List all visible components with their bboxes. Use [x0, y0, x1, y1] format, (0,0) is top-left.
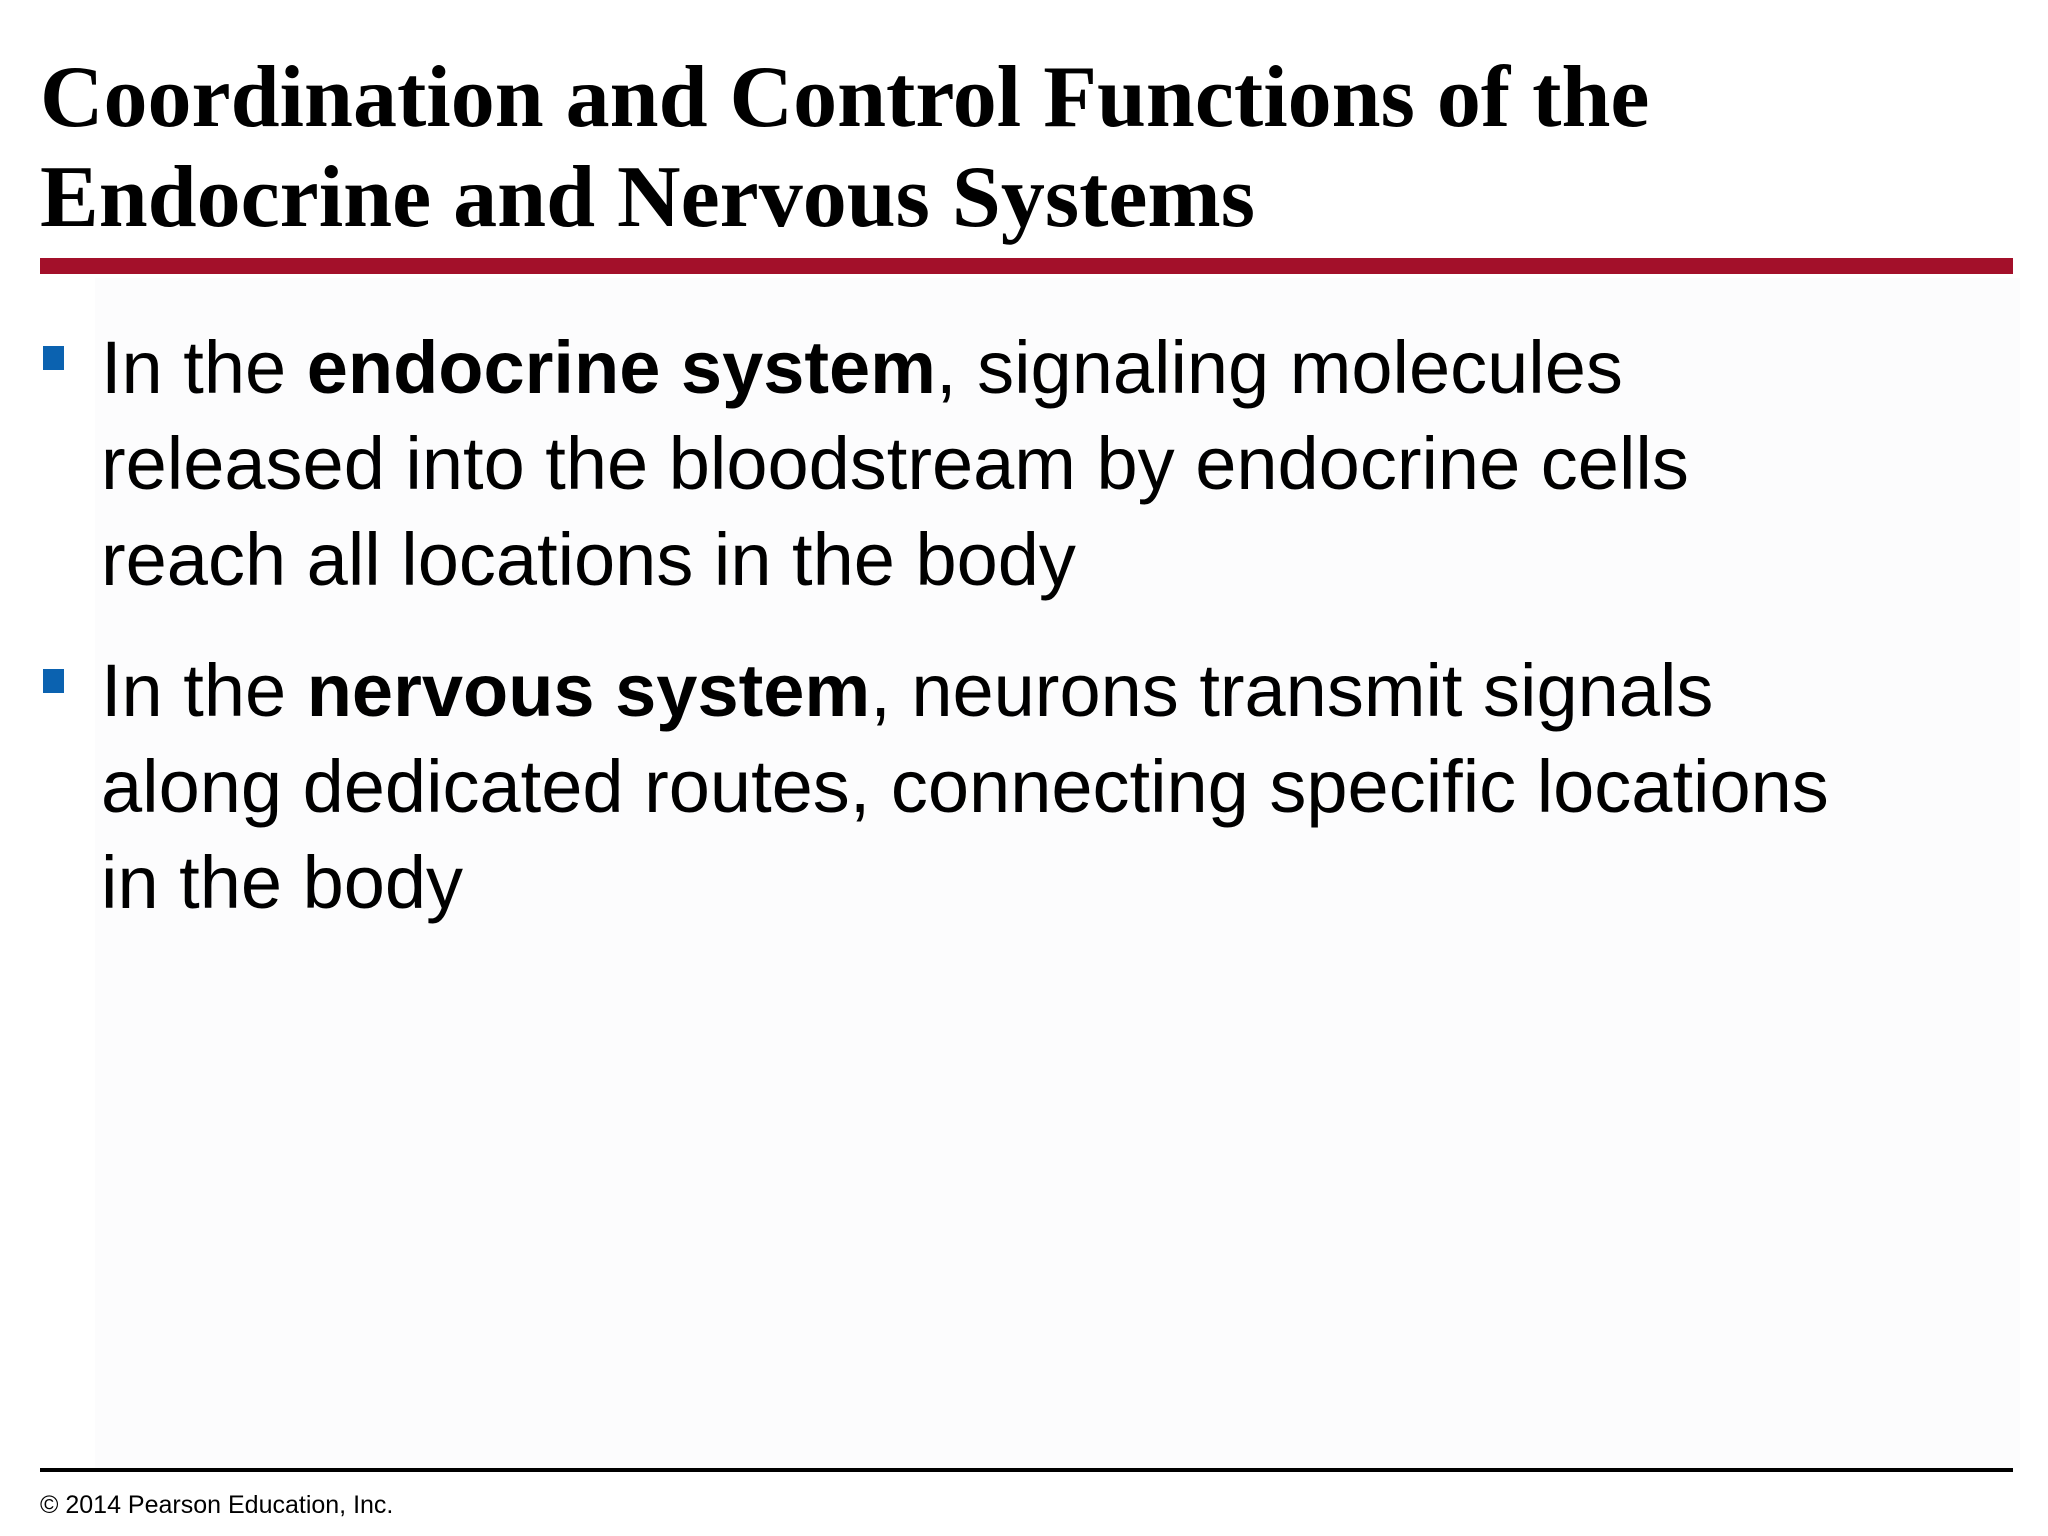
- bullet-line-1-rest: , neurons transmit signals: [870, 649, 1714, 732]
- square-bullet-icon: [43, 669, 64, 693]
- bullet-endocrine: [0, 320, 2048, 608]
- title-divider: [40, 258, 2013, 274]
- bullet-line-3: reach all locations in the body: [101, 518, 1076, 601]
- bullet-prefix: In the: [101, 326, 307, 409]
- bullet-line-3: in the body: [101, 841, 464, 924]
- title-line-2: Endocrine and Nervous Systems: [40, 149, 1255, 246]
- bullet-line-1: [101, 320, 2048, 416]
- bullet-line-1-rest: , signaling molecules: [935, 326, 1623, 409]
- bullet-prefix: In the: [101, 649, 307, 732]
- title-line-1: Coordination and Control Functions of the: [40, 49, 1650, 146]
- slide-title: [40, 48, 2000, 248]
- bullet-list: [0, 320, 2048, 966]
- bullet-nervous: [0, 643, 2048, 931]
- square-bullet-icon: [43, 346, 64, 370]
- footer-divider: [40, 1468, 2013, 1472]
- bullet-line-1: [101, 643, 2048, 739]
- bullet-line-2: released into the bloodstream by endocrine cells: [101, 422, 1689, 505]
- bullet-term: endocrine system: [306, 326, 936, 409]
- bullet-line-2: along dedicated routes, connecting specific locations: [101, 745, 1829, 828]
- copyright-notice: © 2014 Pearson Education, Inc.: [40, 1491, 394, 1519]
- bullet-term: nervous system: [306, 649, 871, 732]
